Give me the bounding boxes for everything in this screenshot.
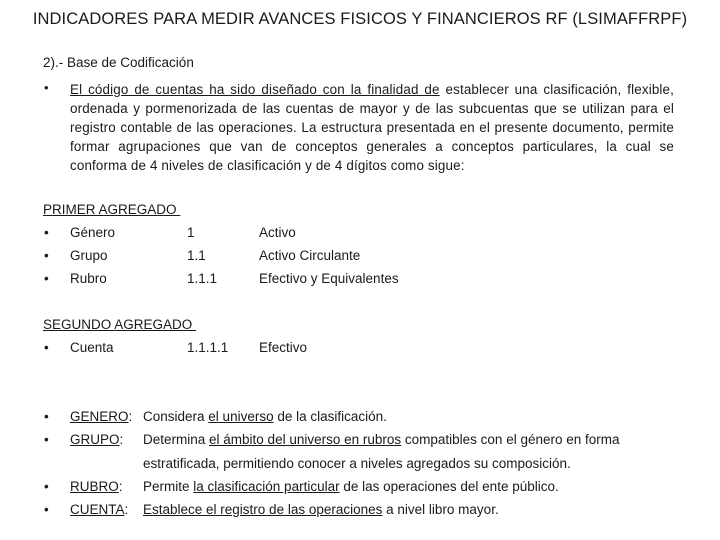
table-row [0,340,720,360]
definition-text-underlined: Establece el registro de las operaciones [143,502,383,517]
table-row [0,225,720,245]
definition-term-text: GENERO [70,409,129,424]
definition-term-text: CUENTA [70,502,125,517]
level-code: 1.1 [187,248,206,263]
bullet: • [44,80,49,95]
definition-term [70,502,128,517]
bullet: • [44,271,49,286]
definition-colon: : [124,502,129,517]
bullet: • [44,225,49,240]
level-description: Efectivo y Equivalentes [259,271,399,286]
level-name: Cuenta [70,340,114,355]
level-code: 1 [187,225,195,240]
table-row [0,248,720,268]
paragraph-underlined-text: El código de cuentas ha sido diseñado con la finalidad de [70,82,440,97]
page-title: INDICADORES PARA MEDIR AVANCES FISICOS Y FINANCIEROS RF (LSIMAFFRPF) [32,10,688,28]
level-code: 1.1.1 [187,271,218,286]
definition-text [143,479,559,494]
definition-text-underlined: la clasificación particular [193,479,340,494]
definition-term-text: GRUPO [70,432,120,447]
definition-term [70,479,123,494]
bullet: • [44,432,49,447]
definition-text-post: de las operaciones del ente público. [339,479,559,494]
definition-colon: : [119,432,124,447]
level-description: Efectivo [259,340,308,355]
segundo-agregado-title: SEGUNDO AGREGADO [43,317,197,332]
level-code: 1.1.1.1 [187,340,229,355]
definition-colon: : [118,479,123,494]
level-description: Activo Circulante [259,248,361,263]
definition-term [70,409,132,424]
definition-colon: : [128,409,133,424]
bullet: • [44,340,49,355]
definition-text-underlined: el universo [208,409,274,424]
definition-text [143,432,620,447]
level-name: Rubro [70,271,107,286]
primer-agregado-title: PRIMER AGREGADO [43,202,181,217]
level-name: Grupo [70,248,108,263]
definition-text [143,409,387,424]
definition-text-underlined: el ámbito del universo en rubros [209,432,402,447]
level-description: Activo [259,225,296,240]
bullet: • [44,502,49,517]
bullet: • [44,479,49,494]
definition-text-post: a nivel libro mayor. [382,502,499,517]
section-heading: 2).- Base de Codificación [43,55,194,70]
definition-text-pre: Permite [143,479,194,494]
definition-text-post: compatibles con el género en forma [401,432,620,447]
definition-text-post: de la clasificación. [273,409,387,424]
table-row [0,271,720,291]
bullet: • [44,248,49,263]
bullet: • [44,409,49,424]
definition-text-pre: Determina [143,432,210,447]
coding-paragraph [70,80,674,175]
definition-text [143,502,499,517]
definition-text-pre: Considera [143,409,209,424]
definition-term-text: RUBRO [70,479,119,494]
definition-term [70,432,123,447]
definition-text-line2: estratificada, permitiendo conocer a niveles agregados su composición. [143,456,571,471]
level-name: Género [70,225,116,240]
paragraph-text: establecer una clasificación, flexible, ordenada y pormenorizada de las cuentas de mayor y de las subcuentas que se utilizan para el registro contable de las operaciones. La estructura presentada en el presente documento, permite formar agrupaciones que van de conceptos generales a conceptos particulares, la cual se conforma de 4 niveles de clasificación y de 4 dígitos como sigue: [70,82,675,173]
